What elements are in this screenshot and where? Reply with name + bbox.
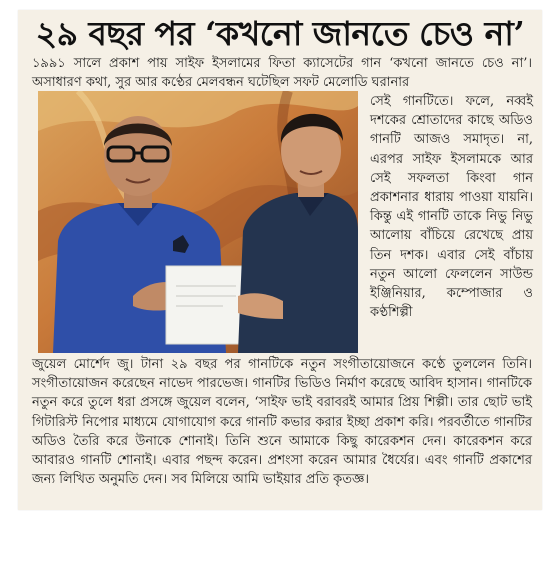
article-paragraph-intro: ১৯৯১ সালে প্রকাশ পায় সাইফ ইসলামের ফিতা ক্যাসেটের গান ‘কখনো জানতে চেও না’। অসাধারণ কথা, সুর আর কণ্ঠের মেলবন্ধন ঘটেছিল সফট মেলোডি ঘরানার (32, 56, 532, 91)
newspaper-clipping (18, 10, 542, 510)
headline: ২৯ বছর পর ‘কখনো জানতে চেও না’ (35, 14, 525, 53)
article-paragraph-main: জুয়েল মোর্শেদ জু। টানা ২৯ বছর পর গানটিকে নতুন সংগীতায়োজনে কণ্ঠে তুললেন তিনি। সংগীতায়োজন করেছেন নাভেদ পারভেজ। গানটির ভিডিও নির্মাণ করেছে আবিদ হাসান। গানটিকে নতুন করে তুলে ধরা প্রসঙ্গে জুয়েল বলেন, ‘সাইফ ভাই বরাবরই আমার প্রিয় শিল্পী। তার ছোট ভাই গিটারিস্ট নিপোর মাধ্যমে যোগাযোগ করে গানটি কভার করার ইচ্ছা প্রকাশ করি। পরবর্তীতে গানটির অডিও তৈরি করে উনাকে শোনাই। তিনি শুনে আমাকে কিছু কারেকশন দেন। কারেকশন করে আবারও গানটি শোনাই। এবার পছন্দ করেন। প্রশংসা করেন আমার ধৈর্যের। এবং গানটি প্রকাশের জন্য লিখিত অনুমতি দেন। সব মিলিয়ে আমি ভাইয়ার প্রতি কৃতজ্ঞ। (32, 357, 532, 488)
document-held (166, 266, 246, 344)
article-paragraph-side: সেই গানটিতে। ফলে, নব্বই দশকের শ্রোতাদের কাছে অডিও গানটি আজও সমাদৃত। না, এরপর সাইফ ইসলামকে আর সেই সফলতা কিংবা গান প্রকাশনার ধারায় পাওয়া যায়নি। কিন্তু এই গানটি তাকে নিভু নিভু আলোয় বাঁচিয়ে রেখেছে প্রায় তিন দশক। এবার সেই বাঁচায় নতুন আলো ফেললেন সাউন্ড ইঞ্জিনিয়ার, কম্পোজার ও কণ্ঠশিল্পী (370, 94, 533, 321)
article-photo (38, 91, 358, 353)
photo-illustration (38, 91, 358, 353)
